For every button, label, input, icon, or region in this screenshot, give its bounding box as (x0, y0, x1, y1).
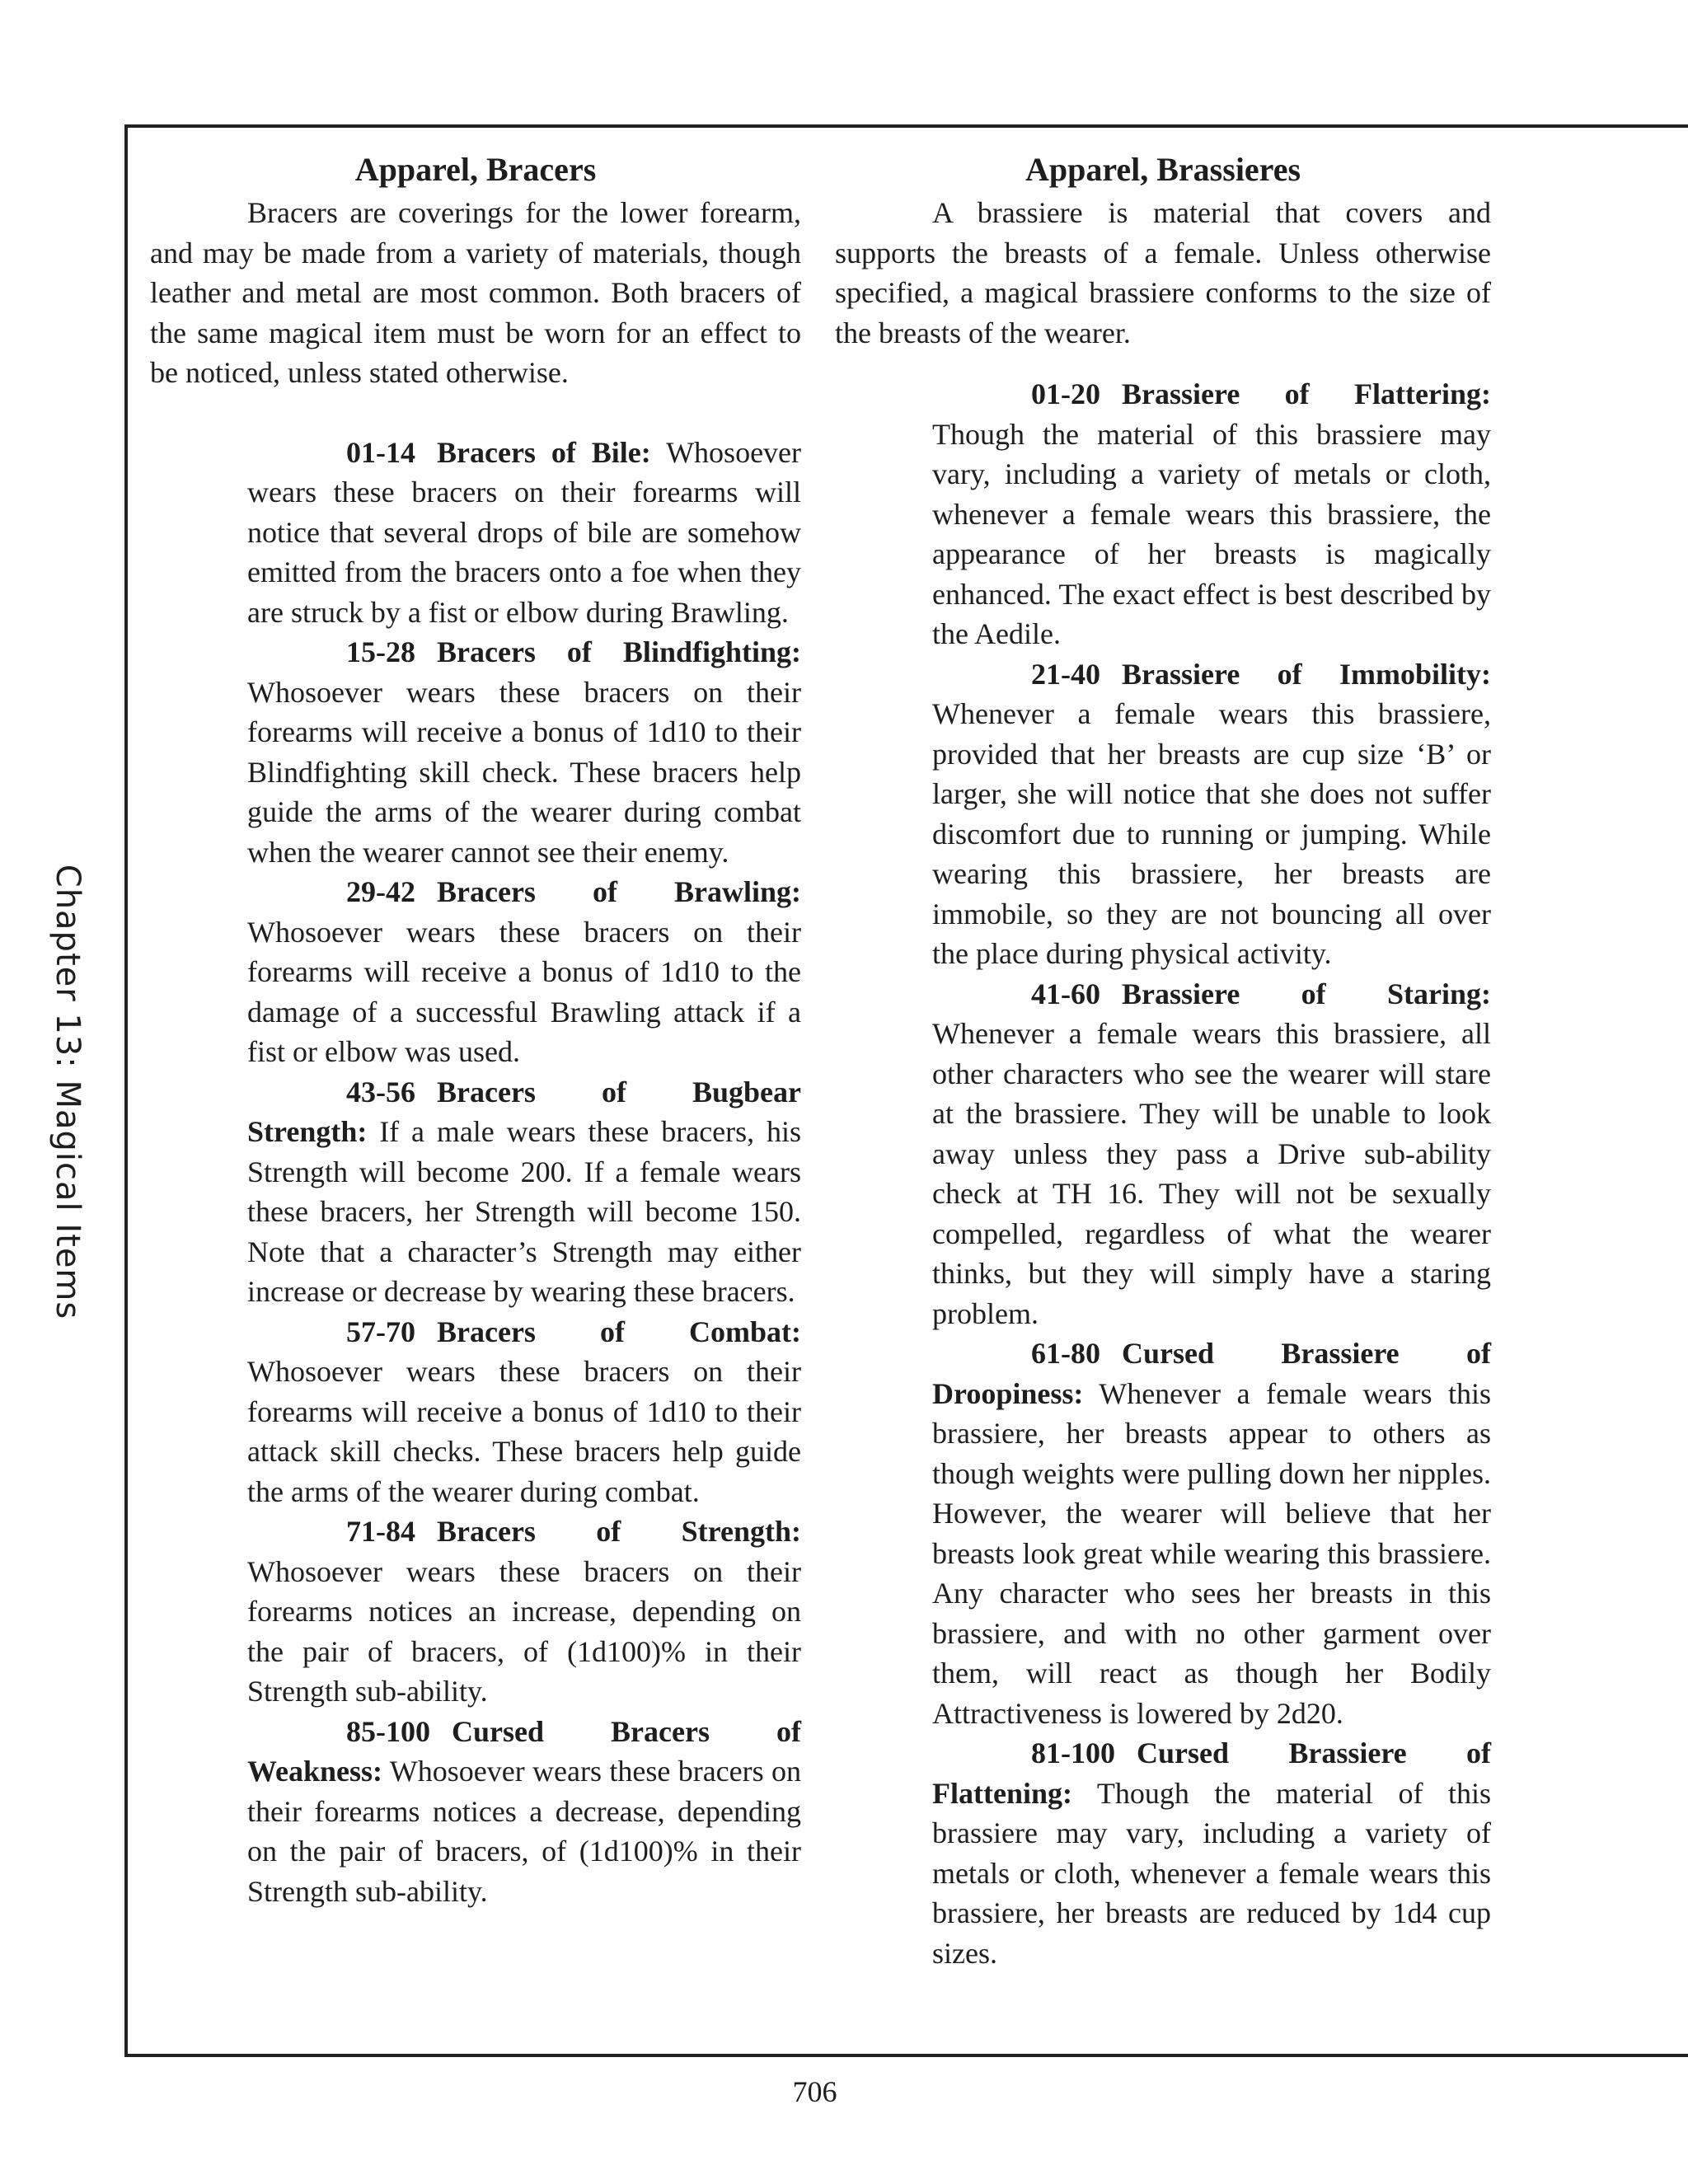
entry-brassiere-of-flattering (932, 374, 1491, 654)
entry-range: 15-28 (346, 635, 415, 668)
entry-text: If a male wears these bracers, his Strength will become 200. If a female wears these bracers, her Strength will become 150. Note that a character’s Strength may either increase or decrease by wearing these bracers. (247, 1115, 801, 1308)
bracers-entries (247, 433, 801, 1912)
entry-name: Cursed Brassiere of Droopiness: (932, 1337, 1491, 1410)
section-heading-brassieres: Apparel, Brassieres (1025, 151, 1301, 188)
entry-range: 01-20 (1031, 377, 1100, 410)
entry-text: Though the material of this brassiere may vary, including a variety of metals or cloth, whenever a female wears this brassiere, the appearance of her breasts is magically enhanced. The exact effect is best described by the Aedile. (932, 417, 1491, 650)
entry-bracers-of-combat (247, 1312, 801, 1512)
page-number: 706 (792, 2075, 837, 2108)
entry-name: Brassiere of Staring: (1122, 977, 1491, 1010)
entry-range: 01-14 (346, 435, 415, 469)
right-column (835, 147, 1491, 1973)
entry-brassiere-of-staring (932, 974, 1491, 1334)
entry-text: Whosoever wears these bracers on their forearms will notice that several drops of bile are somehow emitted from the bracers onto a foe when they are struck by a fist or elbow during Brawling. (247, 435, 802, 629)
entry-text: Whenever a female wears this brassiere, her breasts appear to others as though weights were pulling down her nipples. However, the wearer will believe that her breasts look great while wearing this brassiere. Any character who sees her breasts in this brassiere, and with no other garment over them, will react as though her Bodily Attractiveness is lowered by 2d20. (932, 1376, 1491, 1730)
entry-range: 43-56 (346, 1075, 415, 1108)
entry-name: Brassiere of Flattering: (1122, 377, 1491, 410)
entry-range: 21-40 (1031, 657, 1100, 691)
entry-cursed-brassiere-of-droopiness (932, 1333, 1491, 1733)
entry-range: 85-100 (346, 1714, 430, 1748)
entry-bracers-of-blindfighting (247, 632, 801, 872)
entry-range: 57-70 (346, 1315, 415, 1348)
entry-name: Bracers of Strength: (437, 1515, 801, 1548)
entry-bracers-of-bugbear-strength (247, 1072, 801, 1312)
left-column (150, 147, 801, 1911)
chapter-side-label: Chapter 13: Magical Items (49, 864, 87, 1320)
entry-range: 29-42 (346, 875, 415, 908)
entry-text: Whosoever wears these bracers on their forearms notices an increase, depending on the pair of bracers, of (1d100)% in their Strength sub-ability. (247, 1554, 801, 1708)
entry-name: Cursed Bracers of Weakness: (247, 1714, 801, 1788)
entry-name: Cursed Brassiere of Flattening: (932, 1736, 1491, 1810)
entry-text: Whenever a female wears this brassiere, provided that her breasts are cup size ‘B’ or larger, she will notice that she does not suffer discomfort due to running or jumping. While wearing this brassiere, her breasts are immobile, so they are not bouncing all over the place during physical activity. (932, 697, 1491, 970)
entry-text: Whosoever wears these bracers on their forearms will receive a bonus of 1d10 to the damage of a successful Brawling attack if a fist or elbow was used. (247, 915, 801, 1068)
entry-name: Bracers of Bugbear Strength: (247, 1075, 801, 1148)
entry-range: 41-60 (1031, 977, 1100, 1010)
entry-name: Bracers of Brawling: (437, 875, 801, 908)
section-intro-bracers: Bracers are coverings for the lower forearm, and may be made from a variety of materials, though leather and metal are most common. Both bracers of the same magical item must be worn for an effect to be noticed, unless stated otherwise. (150, 196, 801, 389)
entry-name: Bracers of Combat: (437, 1315, 801, 1348)
entry-text: Though the material of this brassiere may vary, including a variety of metals or cloth, whenever a female wears this brassiere, her breasts are reduced by 1d4 cup sizes. (932, 1776, 1491, 1970)
entry-bracers-of-strength (247, 1511, 801, 1712)
brassiere-entries (932, 374, 1491, 1973)
entry-range: 81-100 (1031, 1736, 1115, 1769)
entry-name: Brassiere of Immobility: (1122, 657, 1491, 691)
section-heading-bracers: Apparel, Bracers (354, 151, 597, 188)
entry-text: Whenever a female wears this brassiere, all other characters who see the wearer will stare at the brassiere. They will be unable to look away unless they pass a Drive sub-ability check at TH 16. They will not be sexually compelled, regardless of what the wearer thinks, but they will simply have a staring problem. (932, 1017, 1491, 1330)
section-intro-brassieres: A brassiere is material that covers and supports the breasts of a female. Unless otherwise specified, a magical brassiere conforms to the size of the breasts of the wearer. (835, 196, 1491, 349)
entry-name: Bracers of Bile: (437, 435, 651, 469)
entry-brassiere-of-immobility (932, 654, 1491, 974)
entry-text: Whosoever wears these bracers on their forearms will receive a bonus of 1d10 to their attack skill checks. These bracers help guide the arms of the wearer during combat. (247, 1355, 801, 1508)
entry-range: 71-84 (346, 1515, 415, 1548)
entry-text: Whosoever wears these bracers on their forearms notices a decrease, depending on the pair of bracers, of (1d100)% in their Strength sub-ability. (247, 1755, 801, 1908)
entry-bracers-of-bile (247, 433, 801, 633)
entry-cursed-bracers-of-weakness (247, 1712, 801, 1912)
entry-bracers-of-brawling (247, 872, 801, 1072)
entry-range: 61-80 (1031, 1337, 1100, 1370)
entry-name: Bracers of Blindfighting: (437, 635, 801, 668)
entry-text: Whosoever wears these bracers on their forearms will receive a bonus of 1d10 to their Blindfighting skill check. These bracers help guide the arms of the wearer during combat when the wearer cannot see their enemy. (247, 675, 801, 869)
entry-cursed-brassiere-of-flattening (932, 1733, 1491, 1973)
